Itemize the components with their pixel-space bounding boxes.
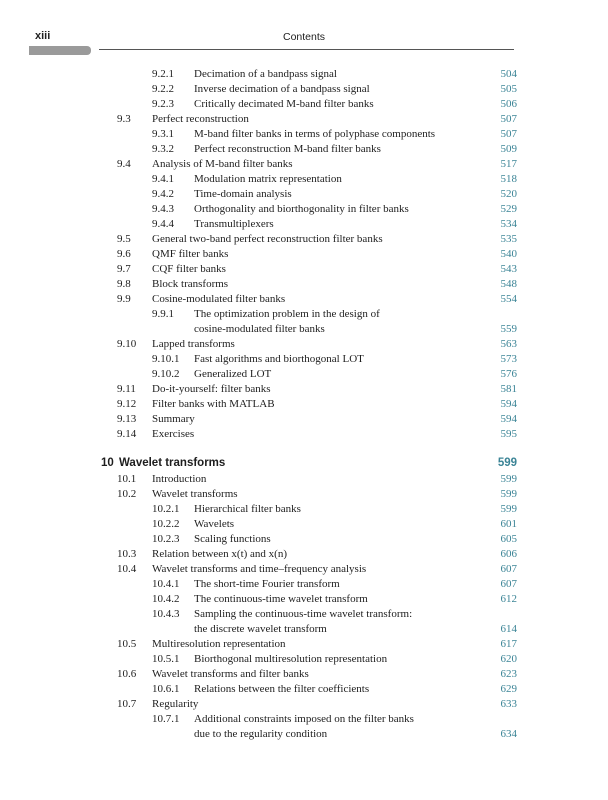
toc-entry-title: Introduction <box>152 473 207 485</box>
toc-entry <box>0 217 608 232</box>
page-number: xiii <box>35 30 51 42</box>
toc-entry-page: 543 <box>500 263 517 275</box>
toc-entry-page: 599 <box>497 457 517 469</box>
toc-entry-number: 9.4.3 <box>152 203 174 215</box>
toc-entry-title: Multiresolution representation <box>152 638 286 650</box>
toc-entry-number: 9.3 <box>117 113 131 125</box>
toc-entry-page: 534 <box>500 218 517 230</box>
toc-entry-title: Perfect reconstruction <box>152 113 249 125</box>
toc-entry-page: 617 <box>500 638 517 650</box>
toc-entry-number: 10.3 <box>117 548 137 560</box>
toc-entry-number: 9.10.2 <box>152 368 180 380</box>
toc-entry <box>0 112 608 127</box>
toc-entry-title: Relation between x(t) and x(n) <box>152 548 288 560</box>
toc-entry-title: The optimization problem in the design of <box>194 308 380 320</box>
toc-entry-number: 9.9.1 <box>152 308 174 320</box>
toc-entry-number: 9.6 <box>117 248 131 260</box>
toc-entry-title: M-band filter banks in terms of polyphase components <box>194 128 436 140</box>
toc-entry <box>0 382 608 397</box>
running-header-title: Contents <box>282 31 326 43</box>
toc-entry-page: 633 <box>500 698 517 710</box>
toc-entry-title: The short-time Fourier transform <box>194 578 340 590</box>
toc-entry-page: 599 <box>500 503 517 515</box>
toc-entry-page: 505 <box>500 83 517 95</box>
toc-entry-number: 10.4.2 <box>152 593 180 605</box>
toc-entry-page: 529 <box>500 203 517 215</box>
toc-entry-title: Wavelet transforms and filter banks <box>152 668 309 680</box>
toc-entry-number: 10.2.2 <box>152 518 180 530</box>
toc-entry-title: Filter banks with MATLAB <box>152 398 275 410</box>
toc-entry-title: Critically decimated M-band filter banks <box>194 98 374 110</box>
toc-entry-number: 9.4.4 <box>152 218 174 230</box>
toc-entry-title: Hierarchical filter banks <box>194 503 301 515</box>
toc-entry-page: 509 <box>500 143 517 155</box>
toc-entry-page: 563 <box>500 338 517 350</box>
toc-entry <box>0 367 608 382</box>
toc-entry <box>0 157 608 172</box>
toc-entry <box>0 667 608 682</box>
toc-entry-page: 607 <box>500 563 517 575</box>
toc-entry-page: 548 <box>500 278 517 290</box>
toc-entry-page: 540 <box>500 248 517 260</box>
toc-entry-page: 504 <box>500 68 517 80</box>
toc-entry <box>0 652 608 667</box>
toc-entry-title: Wavelet transforms <box>152 488 238 500</box>
toc-entry-title: cosine-modulated filter banks <box>194 323 325 335</box>
toc-entry-title: Decimation of a bandpass signal <box>194 68 337 80</box>
toc-entry <box>0 82 608 97</box>
toc-entry-title: Fast algorithms and biorthogonal LOT <box>194 353 364 365</box>
toc-entry <box>0 172 608 187</box>
toc-entry <box>0 472 608 487</box>
toc-entry-title: the discrete wavelet transform <box>194 623 327 635</box>
toc-entry-title: Wavelet transforms and time–frequency analysis <box>152 563 367 575</box>
toc-entry-number: 9.3.2 <box>152 143 174 155</box>
toc-entry <box>0 502 608 517</box>
toc-entry-page: 520 <box>500 188 517 200</box>
toc-entry <box>0 352 608 367</box>
toc-entry <box>0 187 608 202</box>
toc-entry-number: 10.2 <box>117 488 137 500</box>
toc-entry-number: 9.4.2 <box>152 188 174 200</box>
toc-entry-title: Cosine-modulated filter banks <box>152 293 286 305</box>
header-tab-bar <box>29 46 91 55</box>
toc-entry-title: General two-band perfect reconstruction filter banks <box>152 233 383 245</box>
toc-entry-number: 10.2.3 <box>152 533 180 545</box>
toc-entry-page: 507 <box>500 113 517 125</box>
toc-entry <box>0 727 608 742</box>
toc-entry-title: Analysis of M-band filter banks <box>152 158 293 170</box>
toc-entry <box>0 262 608 277</box>
toc-entry-number: 9.4 <box>117 158 131 170</box>
toc-entry-title: Time-domain analysis <box>194 188 292 200</box>
toc-entry-number: 10.7.1 <box>152 713 180 725</box>
toc-entry-number: 9.4.1 <box>152 173 174 185</box>
toc-entry-page: 559 <box>500 323 517 335</box>
toc-entry <box>0 622 608 637</box>
toc-entry-number: 9.7 <box>117 263 131 275</box>
toc-entry <box>0 562 608 577</box>
toc-entry-page: 573 <box>500 353 517 365</box>
toc-entry-title: Summary <box>152 413 195 425</box>
toc-entry-number: 9.2.3 <box>152 98 174 110</box>
toc-entry-title: The continuous-time wavelet transform <box>194 593 368 605</box>
toc-entry-number: 10.4.3 <box>152 608 180 620</box>
toc-entry-number: 10 <box>101 457 114 469</box>
toc-entry-title: Biorthogonal multiresolution representation <box>194 653 388 665</box>
toc-entry <box>0 277 608 292</box>
toc-entry-page: 599 <box>500 488 517 500</box>
toc-entry-title: Wavelets <box>194 518 235 530</box>
toc-entry <box>0 547 608 562</box>
toc-entry-title: Relations between the filter coefficients <box>194 683 370 695</box>
toc-entry-number: 9.2.1 <box>152 68 174 80</box>
toc-entry-number: 9.5 <box>117 233 131 245</box>
toc-entry-number: 9.2.2 <box>152 83 174 95</box>
toc-entry-number: 10.1 <box>117 473 137 485</box>
header-rule <box>99 49 514 50</box>
toc-entry <box>0 337 608 352</box>
toc-entry-page: 614 <box>500 623 517 635</box>
toc-entry <box>0 487 608 502</box>
toc-entry-title: Regularity <box>152 698 199 710</box>
toc-entry-number: 9.13 <box>117 413 137 425</box>
toc-entry <box>0 97 608 112</box>
toc-entry <box>0 292 608 307</box>
toc-entry-page: 623 <box>500 668 517 680</box>
toc-entry-page: 629 <box>500 683 517 695</box>
toc-entry <box>0 322 608 337</box>
toc-entry-number: 10.2.1 <box>152 503 180 515</box>
toc-entry <box>0 232 608 247</box>
toc-entry-title: CQF filter banks <box>152 263 226 275</box>
toc-entry <box>0 592 608 607</box>
toc-entry-title: Transmultiplexers <box>194 218 274 230</box>
toc-entry-title: Do-it-yourself: filter banks <box>152 383 271 395</box>
toc-entry-page: 599 <box>500 473 517 485</box>
toc-entry-title: QMF filter banks <box>152 248 229 260</box>
toc-entry-title: Scaling functions <box>194 533 271 545</box>
toc-entry-number: 10.7 <box>117 698 137 710</box>
toc-entry-title: Sampling the continuous-time wavelet transform: <box>194 608 413 620</box>
toc-entry-page: 620 <box>500 653 517 665</box>
toc-entry-title: Perfect reconstruction M-band filter banks <box>194 143 381 155</box>
toc-entry-number: 10.5.1 <box>152 653 180 665</box>
toc-entry-page: 535 <box>500 233 517 245</box>
toc-entry <box>0 67 608 82</box>
toc-entry-page: 595 <box>500 428 517 440</box>
toc-entry <box>0 127 608 142</box>
toc-entry-title: Generalized LOT <box>194 368 272 380</box>
toc-entry-page: 576 <box>500 368 517 380</box>
toc-entry-page: 612 <box>500 593 517 605</box>
toc-entry-page: 607 <box>500 578 517 590</box>
toc-entry <box>0 697 608 712</box>
toc-entry-number: 9.14 <box>117 428 137 440</box>
toc-entry-title: Modulation matrix representation <box>194 173 342 185</box>
toc-entry-number: 10.6 <box>117 668 137 680</box>
toc-entry-page: 581 <box>500 383 517 395</box>
toc-entry <box>0 532 608 547</box>
toc-entry-number: 9.9 <box>117 293 131 305</box>
toc-entry <box>0 307 608 322</box>
toc-entry-page: 506 <box>500 98 517 110</box>
toc-entry <box>0 427 608 442</box>
toc-entry-page: 605 <box>500 533 517 545</box>
toc-entry-page: 594 <box>500 413 517 425</box>
toc-chapter <box>0 456 608 471</box>
toc-entry-number: 10.5 <box>117 638 137 650</box>
toc-entry-number: 9.12 <box>117 398 137 410</box>
toc-entry-number: 9.10 <box>117 338 137 350</box>
toc-entry-page: 606 <box>500 548 517 560</box>
toc-entry <box>0 577 608 592</box>
toc-entry <box>0 682 608 697</box>
toc-entry-page: 634 <box>500 728 517 740</box>
toc-entry <box>0 142 608 157</box>
toc-entry-page: 554 <box>500 293 517 305</box>
toc-entry-number: 9.3.1 <box>152 128 174 140</box>
toc-entry-title: Exercises <box>152 428 195 440</box>
toc-entry-number: 9.11 <box>117 383 136 395</box>
toc-entry-title: Block transforms <box>152 278 229 290</box>
toc-entry <box>0 247 608 262</box>
toc-entry <box>0 637 608 652</box>
toc-entry-number: 10.4.1 <box>152 578 180 590</box>
toc-entry-title: Orthogonality and biorthogonality in filter banks <box>194 203 409 215</box>
toc-entry-title: Lapped transforms <box>152 338 235 350</box>
toc-entry-number: 9.10.1 <box>152 353 180 365</box>
toc-entry-number: 10.6.1 <box>152 683 180 695</box>
toc-entry-page: 507 <box>500 128 517 140</box>
toc-entry <box>0 607 608 622</box>
toc-entry-page: 594 <box>500 398 517 410</box>
toc-entry-number: 9.8 <box>117 278 131 290</box>
toc-entry-page: 517 <box>500 158 517 170</box>
toc-entry <box>0 202 608 217</box>
toc-entry-title: due to the regularity condition <box>194 728 328 740</box>
toc-entry-number: 10.4 <box>117 563 137 575</box>
toc-entry <box>0 412 608 427</box>
toc-entry-title: Additional constraints imposed on the filter banks <box>194 713 414 725</box>
toc-entry <box>0 712 608 727</box>
toc-entry <box>0 397 608 412</box>
toc-entry-page: 518 <box>500 173 517 185</box>
toc-entry <box>0 517 608 532</box>
toc-entry-title: Inverse decimation of a bandpass signal <box>194 83 370 95</box>
toc-entry-title: Wavelet transforms <box>119 457 226 469</box>
toc-entry-page: 601 <box>500 518 517 530</box>
